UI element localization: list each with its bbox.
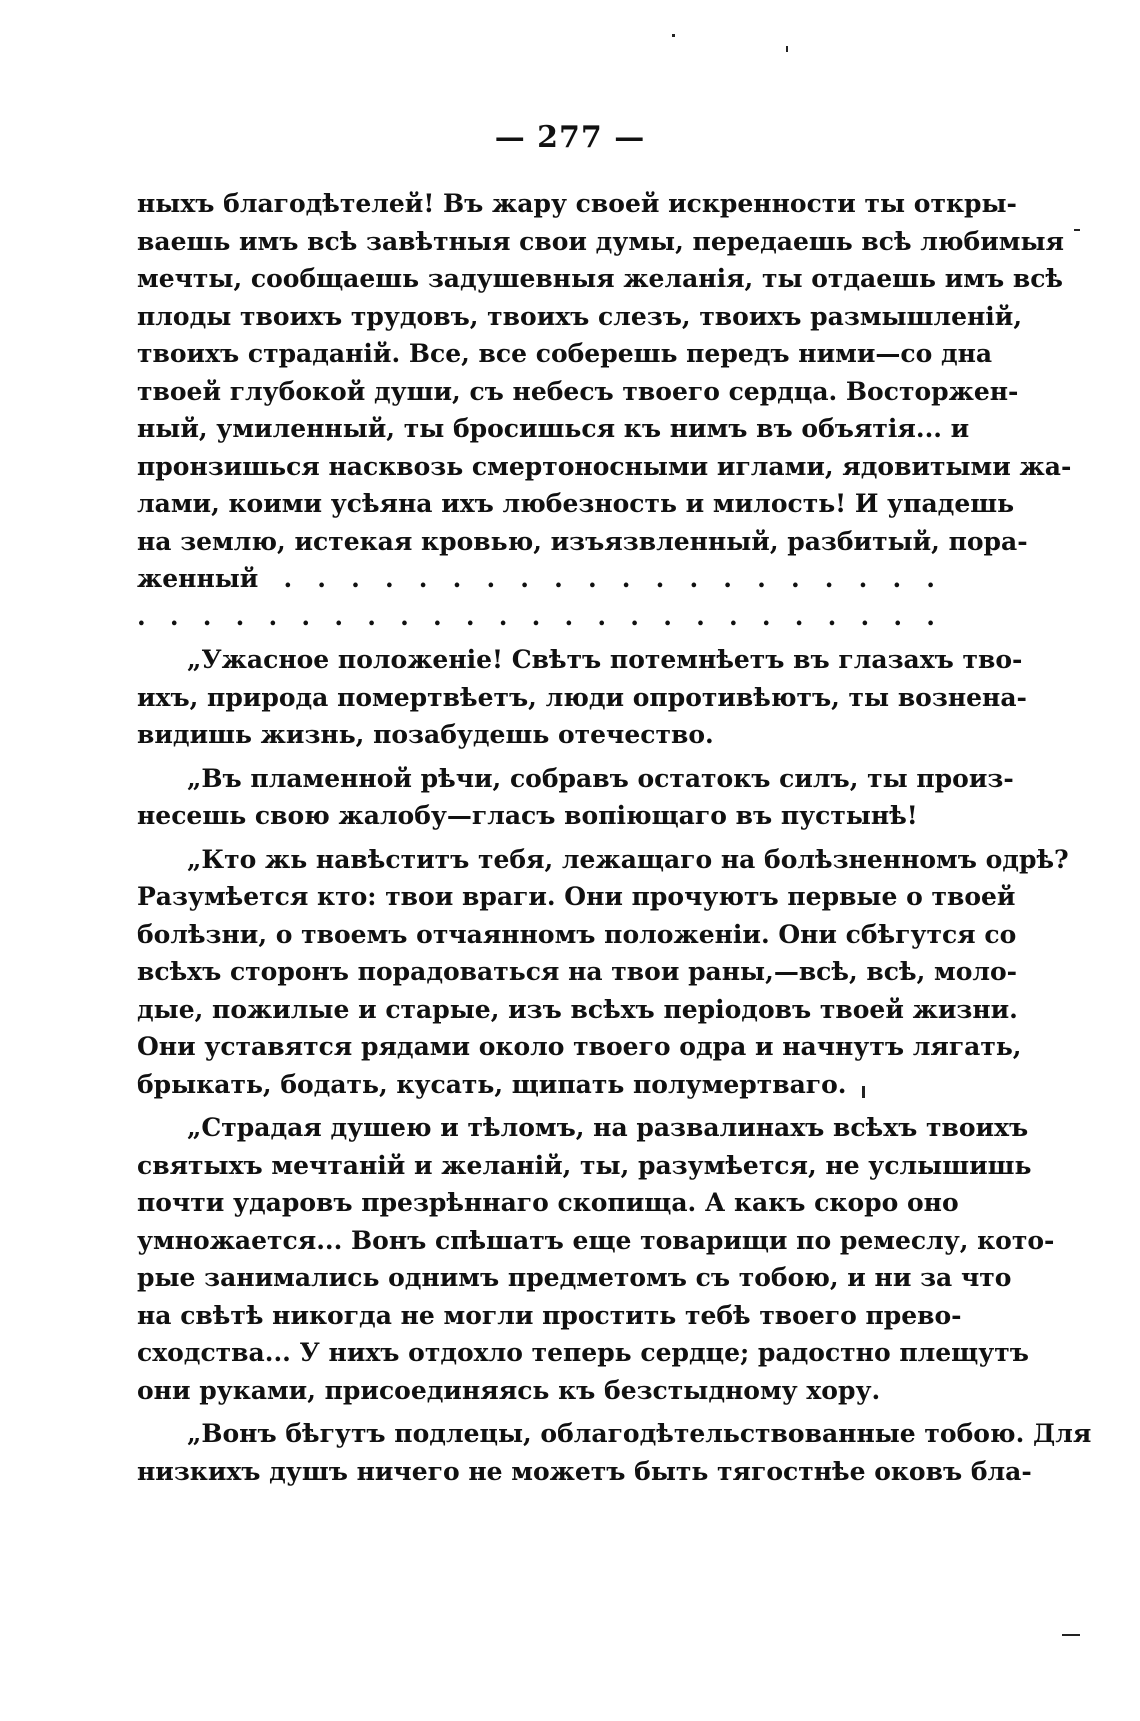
- text-line: ныхъ благодѣтелей! Въ жару своей искренности ты откры-: [137, 189, 1017, 218]
- scan-speck: [672, 34, 675, 37]
- text-line: „Кто жь навѣститъ тебя, лежащаго на болѣзненномъ одрѣ?: [187, 844, 1069, 874]
- text-line: рые занимались однимъ предметомъ съ тобою, и ни за что: [137, 1263, 1012, 1292]
- text-line: „Вонъ бѣгутъ подлецы, облагодѣтельствованные тобою. Для: [187, 1419, 1092, 1448]
- text-line: твоей глубокой души, съ небесъ твоего сердца. Восторжен-: [137, 376, 1019, 406]
- ellipsis-separator: [137, 598, 935, 636]
- text-line: почти ударовъ презрѣннаго скопища. А какъ скоро оно: [137, 1188, 959, 1217]
- dotted-line: . . . . . . . . . . . . . . . . . . . . . . . . .: [137, 601, 935, 631]
- text-line: лами, коими усѣяна ихъ любезность и милость! И упадешь: [137, 489, 1015, 518]
- text-line: дые, пожилые и старые, изъ всѣхъ періодовъ твоей жизни.: [137, 994, 1018, 1024]
- scan-speck: [1062, 1634, 1080, 1636]
- paragraph: [137, 1415, 1092, 1490]
- text-line: „Страдая душею и тѣломъ, на развалинахъ всѣхъ твоихъ: [187, 1113, 1029, 1142]
- paragraph: [137, 760, 1014, 835]
- text-line: ихъ, природа помертвѣетъ, люди опротивѣютъ, ты вознена-: [137, 682, 1027, 712]
- text-line: женный . . . . . . . . . . . . . . . . . . . .: [137, 564, 935, 593]
- text-line: мечты, сообщаешь задушевныя желанія, ты отдаешь имъ всѣ: [137, 264, 1064, 293]
- text-line: брыкать, бодать, кусать, щипать полумертваго.: [137, 1069, 847, 1099]
- text-line: видишь жизнь, позабудешь отечество.: [137, 720, 714, 749]
- body-text: [137, 185, 1092, 1490]
- text-line: Они уставятся рядами около твоего одра и начнутъ лягать,: [137, 1032, 1022, 1061]
- paragraph: [137, 641, 1027, 754]
- text-line: низкихъ душъ ничего не можетъ быть тягостнѣе оковъ бла-: [137, 1456, 1032, 1486]
- page-number: — 277 —: [494, 120, 646, 155]
- text-line: „Ужасное положеніе! Свѣтъ потемнѣетъ въ глазахъ тво-: [187, 645, 1023, 674]
- text-line: святыхъ мечтаній и желаній, ты, разумѣется, не услышишь: [137, 1150, 1032, 1180]
- text-line: сходства... У нихъ отдохло теперь сердце; радостно плещутъ: [137, 1338, 1029, 1367]
- text-line: на землю, истекая кровью, изъязвленный, разбитый, пора-: [137, 526, 1028, 556]
- scan-speck: [862, 1086, 865, 1098]
- text-line: несешь свою жалобу—гласъ вопіющаго въ пустынѣ!: [137, 801, 918, 830]
- text-line: они руками, присоединяясь къ безстыдному хору.: [137, 1375, 881, 1405]
- text-line: умножается... Вонъ спѣшатъ еще товарищи по ремеслу, кото-: [137, 1225, 1055, 1255]
- text-line: на свѣтѣ никогда не могли простить тебѣ твоего прево-: [137, 1300, 962, 1330]
- text-line: Разумѣется кто: твои враги. Они прочуютъ первые о твоей: [137, 882, 1016, 911]
- text-line: твоихъ страданій. Все, все соберешь передъ ними—со дна: [137, 339, 993, 368]
- scan-speck: [1074, 229, 1080, 231]
- text-line: всѣхъ сторонъ порадоваться на твои раны,—всѣ, всѣ, моло-: [137, 957, 1018, 986]
- paragraph: [137, 185, 1072, 598]
- scan-speck: [786, 46, 788, 52]
- text-line: „Въ пламенной рѣчи, собравъ остатокъ силъ, ты произ-: [187, 763, 1014, 793]
- text-line: ный, умиленный, ты бросишься къ нимъ въ объятія... и: [137, 414, 970, 443]
- text-line: плоды твоихъ трудовъ, твоихъ слезъ, твоихъ размышленій,: [137, 301, 1023, 331]
- paragraph: [137, 841, 1069, 1104]
- text-line: болѣзни, о твоемъ отчаянномъ положеніи. Они сбѣгутся со: [137, 919, 1017, 949]
- text-line: ваешь имъ всѣ завѣтныя свои думы, передаешь всѣ любимыя: [137, 226, 1065, 256]
- text-line: пронзишься насквозь смертоносными иглами, ядовитыми жа-: [137, 451, 1072, 481]
- paragraph: [137, 1109, 1055, 1409]
